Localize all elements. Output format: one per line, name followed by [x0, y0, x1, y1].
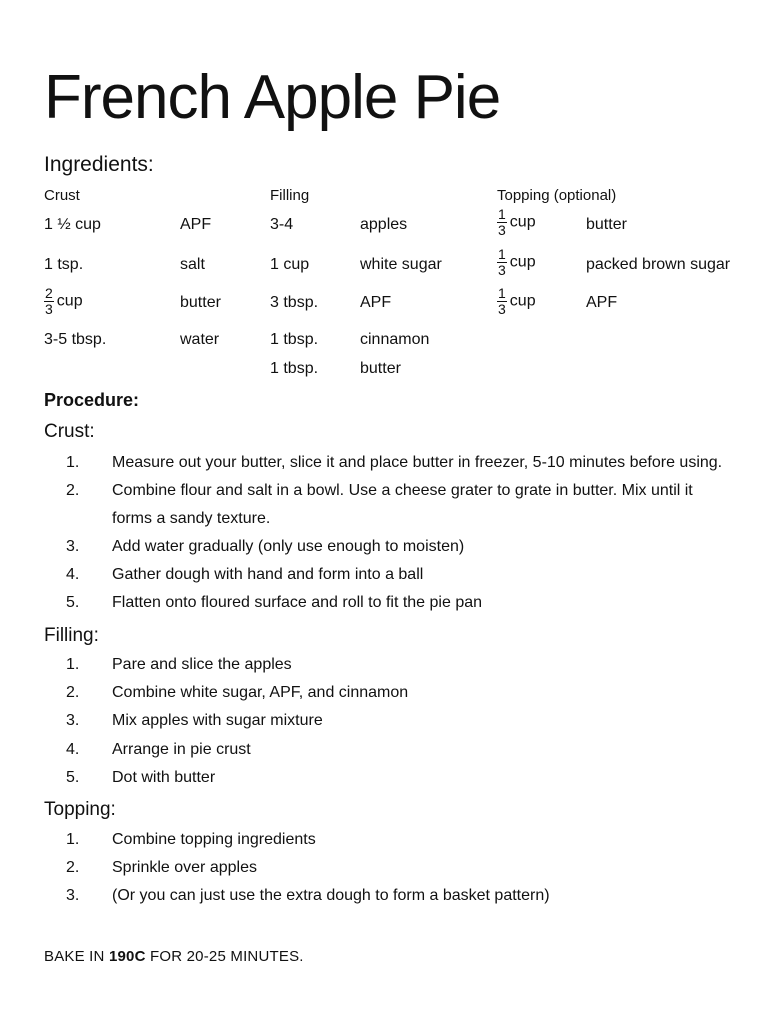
- filling-qty: 1 tbsp.: [270, 360, 319, 377]
- step-text: Measure out your butter, slice it and place butter in freezer, 5-10 minutes before using.: [112, 454, 723, 471]
- topping-qty-fraction: $\frac{1}{3}$ cup: [498, 246, 536, 278]
- step-number: 2.: [66, 684, 80, 701]
- crust-qty: 3-5 tbsp.: [44, 331, 107, 348]
- step-number: 5.: [66, 594, 80, 611]
- step-text: Mix apples with sugar mixture: [112, 712, 323, 729]
- ingredients-heading: Ingredients:: [44, 153, 154, 176]
- step-text: Combine white sugar, APF, and cinnamon: [112, 684, 409, 701]
- step-number: 5.: [66, 769, 80, 786]
- step-number: 1.: [66, 831, 80, 848]
- step-number: 2.: [66, 482, 80, 499]
- step-text: (Or you can just use the extra dough to form a basket pattern): [112, 887, 550, 904]
- fraction: $\frac{1}{3}$: [498, 285, 506, 317]
- topping-qty-fraction: $\frac{1}{3}$ cup: [498, 206, 536, 238]
- bake-instruction: BAKE IN 190C FOR 20-25 MINUTES.: [44, 948, 304, 965]
- step-text: Add water gradually (only use enough to moisten): [112, 538, 465, 555]
- fraction: $\frac{1}{3}$: [498, 246, 506, 278]
- step-text: Sprinkle over apples: [112, 859, 257, 876]
- crust-item: water: [180, 331, 220, 348]
- filling-column-heading: Filling: [270, 187, 310, 204]
- step-number: 1.: [66, 656, 80, 673]
- step-number: 4.: [66, 741, 80, 758]
- step-number: 3.: [66, 538, 80, 555]
- filling-qty: 3 tbsp.: [270, 294, 319, 311]
- step-text: Gather dough with hand and form into a ball: [112, 566, 424, 583]
- step-number: 1.: [66, 454, 80, 471]
- step-text: Flatten onto floured surface and roll to fit the pie pan: [112, 594, 483, 611]
- filling-item: cinnamon: [360, 331, 430, 348]
- filling-qty: 1 cup: [270, 256, 310, 273]
- filling-item: butter: [360, 360, 401, 377]
- topping-column-heading: Topping (optional): [497, 187, 617, 204]
- filling-item: white sugar: [360, 256, 442, 273]
- page-title: French Apple Pie: [44, 63, 501, 132]
- crust-procedure-heading: Crust:: [44, 421, 95, 442]
- topping-procedure-heading: Topping:: [44, 799, 116, 820]
- topping-item: packed brown sugar: [586, 256, 731, 273]
- topping-item: butter: [586, 216, 627, 233]
- step-number: 2.: [66, 859, 80, 876]
- filling-item: APF: [360, 294, 392, 311]
- crust-column-heading: Crust: [44, 187, 80, 204]
- step-text: Pare and slice the apples: [112, 656, 292, 673]
- crust-item: salt: [180, 256, 205, 273]
- crust-item: APF: [180, 216, 212, 233]
- step-text: Arrange in pie crust: [112, 741, 251, 758]
- fraction: $\frac{1}{3}$: [498, 206, 506, 238]
- bake-temperature: 190C: [108, 948, 146, 965]
- step-number: 3.: [66, 712, 80, 729]
- crust-qty-fraction: $\frac{2}{3}$ cup: [45, 285, 83, 317]
- fraction: $\frac{2}{3}$: [45, 285, 53, 317]
- step-text: Combine flour and salt in a bowl. Use a cheese grater to grate in butter. Mix until it forms a sandy texture.: [112, 482, 693, 527]
- filling-qty: 1 tbsp.: [270, 331, 319, 348]
- procedure-heading: Procedure:: [44, 390, 140, 410]
- step-text: Combine topping ingredients: [112, 831, 316, 848]
- crust-item: butter: [180, 294, 221, 311]
- crust-qty: 1 tsp.: [44, 256, 84, 273]
- step-number: 4.: [66, 566, 80, 583]
- crust-qty: 1 ½ cup: [44, 216, 101, 233]
- filling-qty: 3-4: [270, 216, 294, 233]
- filling-item: apples: [360, 216, 408, 233]
- topping-qty-fraction: $\frac{1}{3}$ cup: [498, 285, 536, 317]
- filling-procedure-heading: Filling:: [44, 625, 99, 646]
- step-number: 3.: [66, 887, 80, 904]
- step-text: Dot with butter: [112, 769, 216, 786]
- topping-item: APF: [586, 294, 618, 311]
